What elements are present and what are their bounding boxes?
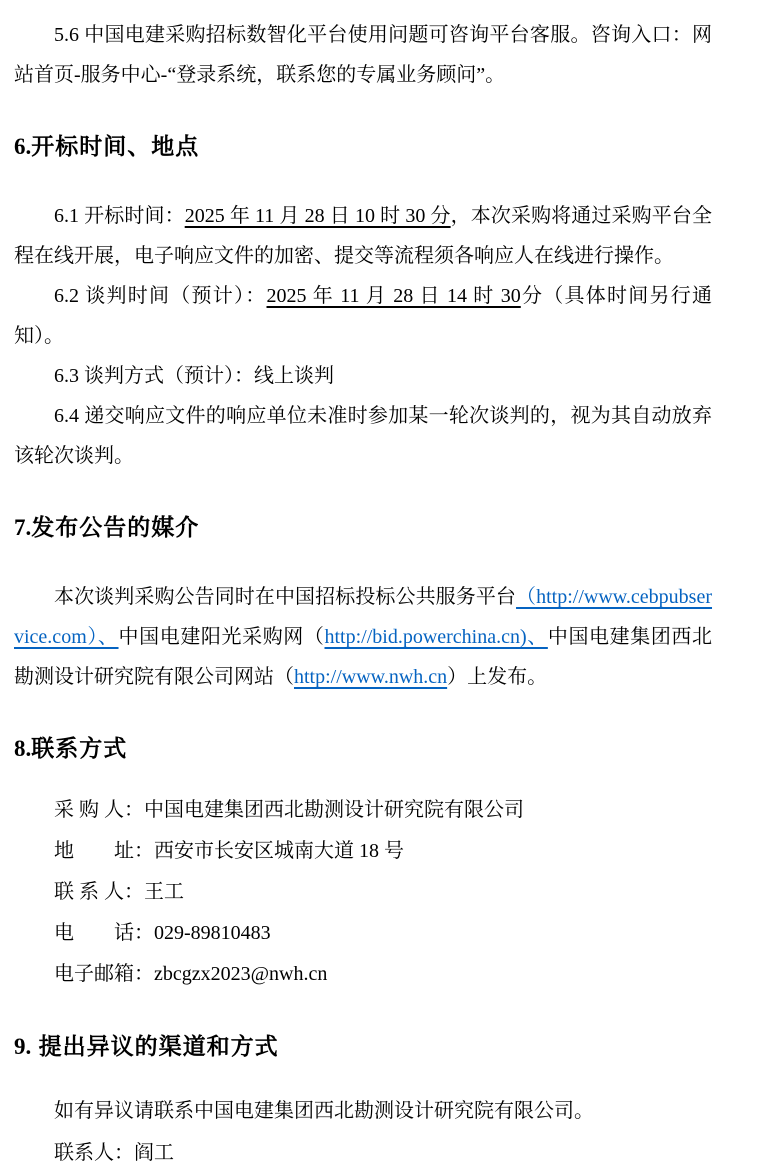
section-7 xyxy=(14,577,712,697)
heading-7-number: 7. xyxy=(14,515,32,540)
paragraph-6-1-pre: 6.1 开标时间： xyxy=(54,205,185,227)
contact-row-person xyxy=(14,872,712,913)
link-nwh[interactable]: http://www.nwh.cn xyxy=(294,666,448,688)
heading-8-contact-info xyxy=(14,733,712,764)
bid-opening-datetime: 2025 年 11 月 28 日 10 时 30 分 xyxy=(184,205,451,227)
paragraph-6-3 xyxy=(14,356,712,396)
contact-value-person: 王工 xyxy=(144,881,184,903)
contact-value-address: 西安市长安区城南大道 18 号 xyxy=(154,840,404,862)
section-9 xyxy=(14,1090,712,1174)
paragraph-6-2 xyxy=(14,276,712,356)
heading-6-title: 开标时间、地点 xyxy=(31,133,200,159)
paragraph-9-objection-text: 如有异议请联系中国电建集团西北勘测设计研究院有限公司。 xyxy=(54,1100,594,1122)
paragraph-5-6-text: 5.6 中国电建采购招标数智化平台使用问题可咨询平台客服。咨询入口：网站首页-服务中心-“登录系统，联系您的专属业务顾问”。 xyxy=(14,24,712,86)
contact-value-email: zbcgzx2023@nwh.cn xyxy=(154,963,328,985)
heading-8-number: 8. xyxy=(14,736,32,761)
contact-value-phone: 029-89810483 xyxy=(154,922,271,944)
contact-row-purchaser xyxy=(14,790,712,831)
link-cebpubservice[interactable]: （http://www.cebpubservice.com）、 xyxy=(14,586,713,648)
heading-7-title: 发布公告的媒介 xyxy=(31,514,200,540)
paragraph-7-text-1: 本次谈判采购公告同时在中国招标投标公共服务平台 xyxy=(54,586,517,608)
paragraph-7-media xyxy=(14,577,712,697)
paragraph-9-contact-person-text: 联系人：阎工 xyxy=(54,1142,174,1164)
paragraph-6-1 xyxy=(14,196,712,276)
paragraph-7-text-2: 中国电建阳光采购网（ xyxy=(118,626,325,648)
heading-6-number: 6. xyxy=(14,134,32,159)
contact-label-person: 联 系 人： xyxy=(54,881,144,903)
contact-label-phone: 电 话： xyxy=(54,922,154,944)
paragraph-9-objection xyxy=(14,1090,712,1132)
paragraph-7-text-3: 中国电建集团西北勘测设计研究院有限公司网站（ xyxy=(14,626,713,688)
contact-block xyxy=(14,790,712,995)
paragraph-6-1-post: ，本次采购将通过采购平台全程在线开展，电子响应文件的加密、提交等流程须各响应人在线进行操作。 xyxy=(14,205,713,267)
contact-label-address: 地 址： xyxy=(54,840,154,862)
paragraph-5-6 xyxy=(14,15,712,95)
negotiation-datetime: 2025 年 11 月 28 日 14 时 30 xyxy=(266,285,521,307)
contact-label-email: 电子邮箱： xyxy=(54,963,154,985)
heading-9-number: 9. xyxy=(14,1034,32,1059)
heading-7-announcement-media xyxy=(14,512,712,543)
paragraph-6-2-post: 分（具体时间另行通知）。 xyxy=(14,285,713,347)
paragraph-6-4-text: 6.4 递交响应文件的响应单位未准时参加某一轮次谈判的，视为其自动放弃该轮次谈判。 xyxy=(14,405,712,467)
contact-row-email xyxy=(14,954,712,995)
heading-8-title: 联系方式 xyxy=(31,735,128,761)
contact-row-phone xyxy=(14,913,712,954)
section-6 xyxy=(14,196,712,476)
paragraph-6-4 xyxy=(14,396,712,476)
paragraph-7-text-4: ）上发布。 xyxy=(447,666,548,688)
paragraph-9-contact-person xyxy=(14,1132,712,1174)
contact-label-purchaser: 采 购 人： xyxy=(54,799,144,821)
contact-row-address xyxy=(14,831,712,872)
heading-6-bid-opening xyxy=(14,131,712,162)
heading-9-objection-channels xyxy=(14,1031,712,1062)
contact-value-purchaser: 中国电建集团西北勘测设计研究院有限公司 xyxy=(144,799,524,821)
paragraph-6-3-text: 6.3 谈判方式（预计）：线上谈判 xyxy=(54,365,334,387)
link-bid-powerchina[interactable]: http://bid.powerchina.cn)、 xyxy=(324,626,548,648)
heading-9-title: 提出异议的渠道和方式 xyxy=(31,1033,279,1059)
paragraph-6-2-pre: 6.2 谈判时间（预计）： xyxy=(54,285,267,307)
